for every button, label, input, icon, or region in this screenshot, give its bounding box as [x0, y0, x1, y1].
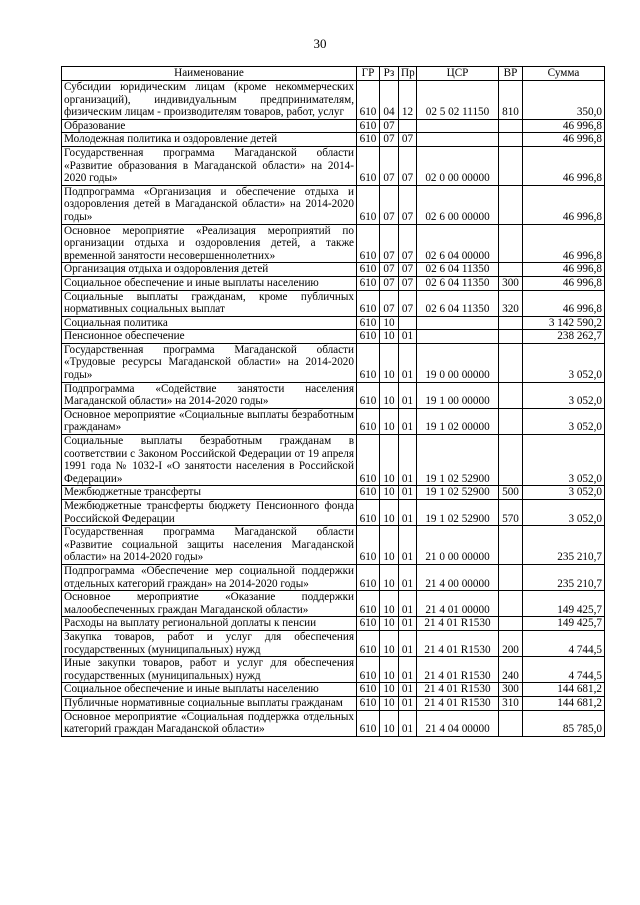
- cell-vr: 300: [499, 276, 523, 290]
- cell-csr: 21 4 01 00000: [417, 591, 499, 617]
- cell-vr: 240: [499, 657, 523, 683]
- cell-name: Основное мероприятие «Социальные выплаты безработным гражданам»: [62, 408, 357, 434]
- table-row: [62, 263, 605, 277]
- cell-vr: [499, 146, 523, 185]
- header-sum: Сумма: [523, 67, 605, 81]
- cell-vr: [499, 119, 523, 133]
- cell-rz: 07: [380, 263, 399, 277]
- cell-gr: 610: [357, 133, 380, 147]
- cell-vr: 200: [499, 630, 523, 656]
- cell-pr: 01: [399, 500, 417, 526]
- cell-rz: 07: [380, 133, 399, 147]
- cell-sum: 3 052,0: [523, 435, 605, 486]
- cell-pr: 07: [399, 185, 417, 224]
- cell-rz: 07: [380, 146, 399, 185]
- cell-name: Государственная программа Магаданской области «Развитие социальной защиты населения Магаданской области» на 2014-2020 годы»: [62, 526, 357, 565]
- cell-gr: 610: [357, 316, 380, 330]
- cell-name: Основное мероприятие «Оказание поддержки малообеспеченных граждан Магаданской области»: [62, 591, 357, 617]
- cell-vr: 500: [499, 486, 523, 500]
- cell-name: Социальные выплаты гражданам, кроме публичных нормативных социальных выплат: [62, 290, 357, 316]
- header-gr: ГР: [357, 67, 380, 81]
- cell-sum: 3 052,0: [523, 486, 605, 500]
- cell-sum: 3 052,0: [523, 343, 605, 382]
- cell-sum: 3 052,0: [523, 382, 605, 408]
- cell-name: Подпрограмма «Содействие занятости населения Магаданской области» на 2014-2020 годы»: [62, 382, 357, 408]
- cell-name: Государственная программа Магаданской области «Развитие образования в Магаданской области» на 2014-2020 годы»: [62, 146, 357, 185]
- cell-sum: 3 142 590,2: [523, 316, 605, 330]
- table-row: [62, 146, 605, 185]
- cell-gr: 610: [357, 185, 380, 224]
- cell-sum: 149 425,7: [523, 617, 605, 631]
- cell-csr: 21 4 01 R1530: [417, 657, 499, 683]
- cell-csr: 02 6 04 00000: [417, 224, 499, 263]
- cell-rz: 10: [380, 617, 399, 631]
- cell-rz: 07: [380, 224, 399, 263]
- cell-vr: [499, 343, 523, 382]
- cell-gr: 610: [357, 343, 380, 382]
- cell-name: Закупка товаров, работ и услуг для обеспечения государственных (муниципальных) нужд: [62, 630, 357, 656]
- cell-csr: 02 6 04 11350: [417, 263, 499, 277]
- cell-csr: 21 4 04 00000: [417, 710, 499, 736]
- table-row: [62, 591, 605, 617]
- table-row: [62, 382, 605, 408]
- cell-name: Пенсионное обеспечение: [62, 330, 357, 344]
- table-row: [62, 408, 605, 434]
- table-row: [62, 500, 605, 526]
- cell-rz: 07: [380, 290, 399, 316]
- cell-csr: [417, 133, 499, 147]
- cell-name: Расходы на выплату региональной доплаты к пенсии: [62, 617, 357, 631]
- cell-pr: 01: [399, 710, 417, 736]
- cell-name: Подпрограмма «Организация и обеспечение отдыха и оздоровления детей в Магаданской области» на 2014-2020 годы»: [62, 185, 357, 224]
- table-row: [62, 435, 605, 486]
- cell-csr: 02 6 04 11350: [417, 290, 499, 316]
- cell-sum: 4 744,5: [523, 657, 605, 683]
- table-row: [62, 710, 605, 736]
- cell-pr: 01: [399, 408, 417, 434]
- cell-pr: 01: [399, 564, 417, 590]
- cell-vr: [499, 263, 523, 277]
- cell-sum: 144 681,2: [523, 683, 605, 697]
- cell-sum: 46 996,8: [523, 224, 605, 263]
- cell-pr: 12: [399, 81, 417, 120]
- cell-gr: 610: [357, 330, 380, 344]
- cell-gr: 610: [357, 382, 380, 408]
- cell-gr: 610: [357, 630, 380, 656]
- cell-name: Основное мероприятие «Социальная поддержка отдельных категорий граждан Магаданской области»: [62, 710, 357, 736]
- table-row: [62, 119, 605, 133]
- table-row: [62, 526, 605, 565]
- table-row: [62, 617, 605, 631]
- cell-gr: 610: [357, 435, 380, 486]
- cell-csr: [417, 119, 499, 133]
- cell-vr: [499, 526, 523, 565]
- cell-csr: 19 1 02 52900: [417, 435, 499, 486]
- table-row: [62, 330, 605, 344]
- cell-sum: 85 785,0: [523, 710, 605, 736]
- cell-csr: 02 5 02 11150: [417, 81, 499, 120]
- table-row: [62, 290, 605, 316]
- table-row: [62, 657, 605, 683]
- cell-rz: 10: [380, 683, 399, 697]
- cell-pr: 01: [399, 435, 417, 486]
- cell-csr: 02 0 00 00000: [417, 146, 499, 185]
- cell-csr: 21 4 01 R1530: [417, 617, 499, 631]
- cell-vr: [499, 591, 523, 617]
- cell-pr: 01: [399, 526, 417, 565]
- cell-sum: 238 262,7: [523, 330, 605, 344]
- cell-pr: 01: [399, 486, 417, 500]
- cell-pr: 07: [399, 263, 417, 277]
- cell-sum: 46 996,8: [523, 276, 605, 290]
- header-pr: Пр: [399, 67, 417, 81]
- cell-sum: 46 996,8: [523, 185, 605, 224]
- table-row: [62, 224, 605, 263]
- cell-sum: 350,0: [523, 81, 605, 120]
- cell-vr: [499, 224, 523, 263]
- cell-sum: 149 425,7: [523, 591, 605, 617]
- cell-sum: 144 681,2: [523, 696, 605, 710]
- cell-vr: [499, 617, 523, 631]
- cell-gr: 610: [357, 81, 380, 120]
- cell-sum: 235 210,7: [523, 526, 605, 565]
- cell-name: Организация отдыха и оздоровления детей: [62, 263, 357, 277]
- cell-pr: 07: [399, 276, 417, 290]
- cell-gr: 610: [357, 486, 380, 500]
- cell-vr: [499, 564, 523, 590]
- cell-rz: 10: [380, 696, 399, 710]
- cell-name: Государственная программа Магаданской области «Трудовые ресурсы Магаданской области» на 2014-2020 годы»: [62, 343, 357, 382]
- cell-csr: 19 1 02 52900: [417, 500, 499, 526]
- table-row: [62, 316, 605, 330]
- cell-sum: 235 210,7: [523, 564, 605, 590]
- cell-rz: 07: [380, 276, 399, 290]
- cell-pr: 01: [399, 657, 417, 683]
- cell-vr: [499, 330, 523, 344]
- cell-vr: [499, 408, 523, 434]
- cell-csr: 21 4 01 R1530: [417, 630, 499, 656]
- table-row: [62, 486, 605, 500]
- cell-rz: 10: [380, 657, 399, 683]
- cell-gr: 610: [357, 146, 380, 185]
- cell-gr: 610: [357, 119, 380, 133]
- cell-pr: 07: [399, 133, 417, 147]
- table-body: [62, 81, 605, 737]
- cell-csr: 21 4 01 R1530: [417, 696, 499, 710]
- cell-csr: [417, 316, 499, 330]
- cell-vr: 810: [499, 81, 523, 120]
- cell-name: Иные закупки товаров, работ и услуг для обеспечения государственных (муниципальных) нужд: [62, 657, 357, 683]
- cell-csr: 19 1 00 00000: [417, 382, 499, 408]
- header-rz: Рз: [380, 67, 399, 81]
- cell-gr: 610: [357, 276, 380, 290]
- cell-rz: 10: [380, 382, 399, 408]
- cell-rz: 07: [380, 119, 399, 133]
- cell-pr: 01: [399, 591, 417, 617]
- cell-gr: 610: [357, 290, 380, 316]
- cell-rz: 10: [380, 500, 399, 526]
- cell-csr: 21 4 01 R1530: [417, 683, 499, 697]
- cell-gr: 610: [357, 683, 380, 697]
- cell-csr: 19 1 02 52900: [417, 486, 499, 500]
- cell-name: Молодежная политика и оздоровление детей: [62, 133, 357, 147]
- cell-rz: 07: [380, 185, 399, 224]
- table-row: [62, 696, 605, 710]
- cell-csr: 19 1 02 00000: [417, 408, 499, 434]
- cell-sum: 46 996,8: [523, 133, 605, 147]
- cell-rz: 10: [380, 630, 399, 656]
- cell-gr: 610: [357, 526, 380, 565]
- cell-rz: 10: [380, 710, 399, 736]
- cell-gr: 610: [357, 263, 380, 277]
- table-row: [62, 630, 605, 656]
- cell-rz: 10: [380, 330, 399, 344]
- cell-vr: [499, 185, 523, 224]
- cell-pr: 01: [399, 630, 417, 656]
- cell-vr: 320: [499, 290, 523, 316]
- cell-pr: [399, 316, 417, 330]
- table-row: [62, 133, 605, 147]
- budget-table: [61, 66, 605, 737]
- cell-pr: 07: [399, 224, 417, 263]
- cell-pr: 01: [399, 343, 417, 382]
- cell-name: Подпрограмма «Обеспечение мер социальной поддержки отдельных категорий граждан» на 2014-2020 годы»: [62, 564, 357, 590]
- table-row: [62, 683, 605, 697]
- cell-name: Социальное обеспечение и иные выплаты населению: [62, 683, 357, 697]
- cell-gr: 610: [357, 696, 380, 710]
- cell-name: Социальные выплаты безработным гражданам в соответствии с Законом Российской Федерации от 19 апреля 1991 года № 1032-I «О занятости населения в Российской Федерации»: [62, 435, 357, 486]
- cell-vr: [499, 710, 523, 736]
- cell-name: Публичные нормативные социальные выплаты гражданам: [62, 696, 357, 710]
- cell-name: Субсидии юридическим лицам (кроме некоммерческих организаций), индивидуальным предпринимателям, физическим лицам - производителям товаров, работ, услуг: [62, 81, 357, 120]
- cell-name: Образование: [62, 119, 357, 133]
- cell-name: Межбюджетные трансферты: [62, 486, 357, 500]
- cell-rz: 04: [380, 81, 399, 120]
- cell-csr: 02 6 04 11350: [417, 276, 499, 290]
- cell-vr: 310: [499, 696, 523, 710]
- table-row: [62, 276, 605, 290]
- cell-vr: [499, 316, 523, 330]
- cell-name: Межбюджетные трансферты бюджету Пенсионного фонда Российской Федерации: [62, 500, 357, 526]
- table-row: [62, 81, 605, 120]
- cell-sum: 46 996,8: [523, 290, 605, 316]
- page-number: 30: [313, 36, 327, 51]
- cell-name: Основное мероприятие «Реализация мероприятий по организации отдыха и оздоровления детей, а также временной занятости несовершеннолетних»: [62, 224, 357, 263]
- cell-gr: 610: [357, 500, 380, 526]
- cell-gr: 610: [357, 617, 380, 631]
- cell-rz: 10: [380, 526, 399, 565]
- cell-rz: 10: [380, 408, 399, 434]
- cell-csr: 21 0 00 00000: [417, 526, 499, 565]
- table-row: [62, 564, 605, 590]
- cell-rz: 10: [380, 591, 399, 617]
- cell-vr: [499, 133, 523, 147]
- table-row: [62, 343, 605, 382]
- cell-rz: 10: [380, 343, 399, 382]
- cell-pr: 07: [399, 290, 417, 316]
- cell-gr: 610: [357, 657, 380, 683]
- cell-vr: 300: [499, 683, 523, 697]
- table-row: [62, 185, 605, 224]
- cell-gr: 610: [357, 408, 380, 434]
- cell-pr: 01: [399, 683, 417, 697]
- cell-csr: [417, 330, 499, 344]
- cell-gr: 610: [357, 564, 380, 590]
- header-csr: ЦСР: [417, 67, 499, 81]
- cell-sum: 46 996,8: [523, 263, 605, 277]
- cell-vr: [499, 435, 523, 486]
- table-header-row: [62, 67, 605, 81]
- cell-rz: 10: [380, 486, 399, 500]
- cell-pr: 01: [399, 617, 417, 631]
- cell-pr: 07: [399, 146, 417, 185]
- cell-pr: 01: [399, 696, 417, 710]
- cell-name: Социальная политика: [62, 316, 357, 330]
- cell-csr: 21 4 00 00000: [417, 564, 499, 590]
- cell-gr: 610: [357, 224, 380, 263]
- cell-csr: 19 0 00 00000: [417, 343, 499, 382]
- cell-gr: 610: [357, 710, 380, 736]
- cell-rz: 10: [380, 564, 399, 590]
- cell-pr: 01: [399, 330, 417, 344]
- cell-sum: 3 052,0: [523, 500, 605, 526]
- cell-sum: 46 996,8: [523, 146, 605, 185]
- cell-name: Социальное обеспечение и иные выплаты населению: [62, 276, 357, 290]
- cell-gr: 610: [357, 591, 380, 617]
- cell-vr: [499, 382, 523, 408]
- cell-sum: 46 996,8: [523, 119, 605, 133]
- cell-rz: 10: [380, 435, 399, 486]
- header-name: Наименование: [62, 67, 357, 81]
- cell-pr: [399, 119, 417, 133]
- cell-rz: 10: [380, 316, 399, 330]
- cell-pr: 01: [399, 382, 417, 408]
- cell-sum: 4 744,5: [523, 630, 605, 656]
- cell-sum: 3 052,0: [523, 408, 605, 434]
- header-vr: ВР: [499, 67, 523, 81]
- cell-vr: 570: [499, 500, 523, 526]
- cell-csr: 02 6 00 00000: [417, 185, 499, 224]
